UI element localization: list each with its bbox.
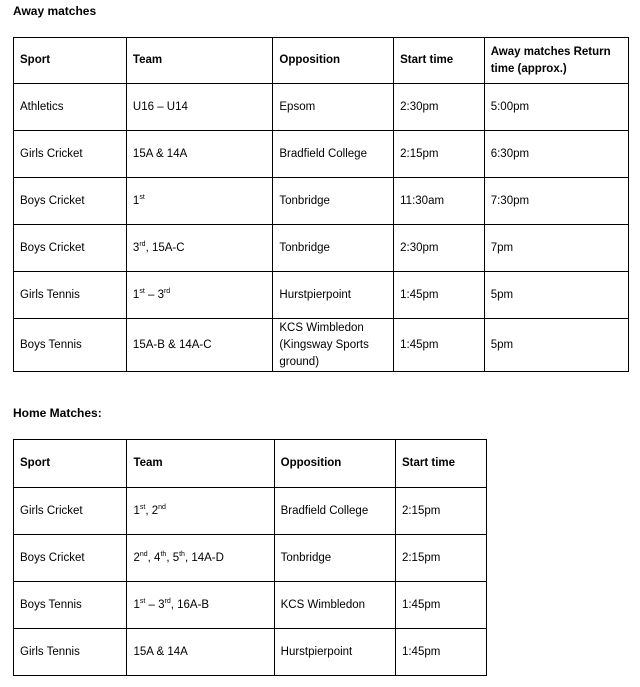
cell-sport: Boys Cricket [14,225,127,272]
cell-start-time: 2:15pm [395,535,486,582]
cell-sport: Boys Tennis [14,319,127,372]
table-row [14,488,487,535]
header-opposition: Opposition [273,38,394,84]
cell-team: 15A-B & 14A-C [126,319,272,372]
header-return-time: Away matches Return time (approx.) [484,38,628,84]
cell-sport: Athletics [14,84,127,131]
cell-start-time: 1:45pm [395,629,486,676]
header-team: Team [126,38,272,84]
table-header-row [14,38,629,84]
cell-sport: Boys Cricket [14,535,127,582]
header-team: Team [127,440,274,488]
cell-opposition: KCS Wimbledon (Kingsway Sports ground) [273,319,394,372]
table-row [14,535,487,582]
header-sport: Sport [14,38,127,84]
cell-sport: Girls Tennis [14,629,127,676]
table-row [14,225,629,272]
table-row [14,582,487,629]
table-row [14,131,629,178]
cell-team: 2nd, 4th, 5th, 14A-D [127,535,274,582]
away-matches-table [13,37,629,372]
cell-team: U16 – U14 [126,84,272,131]
table-row [14,272,629,319]
table-header-row [14,440,487,488]
cell-sport: Boys Cricket [14,178,127,225]
cell-team: 15A & 14A [127,629,274,676]
cell-sport: Girls Cricket [14,488,127,535]
cell-start-time: 2:30pm [394,225,485,272]
cell-team: 1st [126,178,272,225]
cell-sport: Girls Cricket [14,131,127,178]
cell-return-time: 6:30pm [484,131,628,178]
cell-return-time: 5pm [484,272,628,319]
table-row [14,84,629,131]
table-row [14,178,629,225]
cell-start-time: 1:45pm [394,319,485,372]
home-matches-heading: Home Matches: [13,406,102,420]
cell-team: 1st – 3rd [126,272,272,319]
header-start-time: Start time [395,440,486,488]
cell-return-time: 5:00pm [484,84,628,131]
cell-opposition: KCS Wimbledon [274,582,395,629]
cell-opposition: Tonbridge [273,178,394,225]
cell-return-time: 7pm [484,225,628,272]
cell-team: 1st – 3rd, 16A-B [127,582,274,629]
cell-start-time: 2:15pm [395,488,486,535]
header-start-time: Start time [394,38,485,84]
header-sport: Sport [14,440,127,488]
cell-opposition: Epsom [273,84,394,131]
cell-team: 1st, 2nd [127,488,274,535]
cell-sport: Boys Tennis [14,582,127,629]
table-row [14,629,487,676]
cell-start-time: 1:45pm [394,272,485,319]
cell-opposition: Hurstpierpoint [274,629,395,676]
cell-opposition: Tonbridge [273,225,394,272]
header-opposition: Opposition [274,440,395,488]
cell-return-time: 7:30pm [484,178,628,225]
cell-opposition: Tonbridge [274,535,395,582]
cell-sport: Girls Tennis [14,272,127,319]
cell-start-time: 11:30am [394,178,485,225]
cell-team: 3rd, 15A-C [126,225,272,272]
cell-opposition: Bradfield College [273,131,394,178]
table-row [14,319,629,372]
cell-return-time: 5pm [484,319,628,372]
home-matches-table [13,439,487,676]
cell-opposition: Bradfield College [274,488,395,535]
cell-team: 15A & 14A [126,131,272,178]
cell-start-time: 2:15pm [394,131,485,178]
away-matches-heading: Away matches [13,4,97,18]
cell-opposition: Hurstpierpoint [273,272,394,319]
cell-start-time: 1:45pm [395,582,486,629]
cell-start-time: 2:30pm [394,84,485,131]
